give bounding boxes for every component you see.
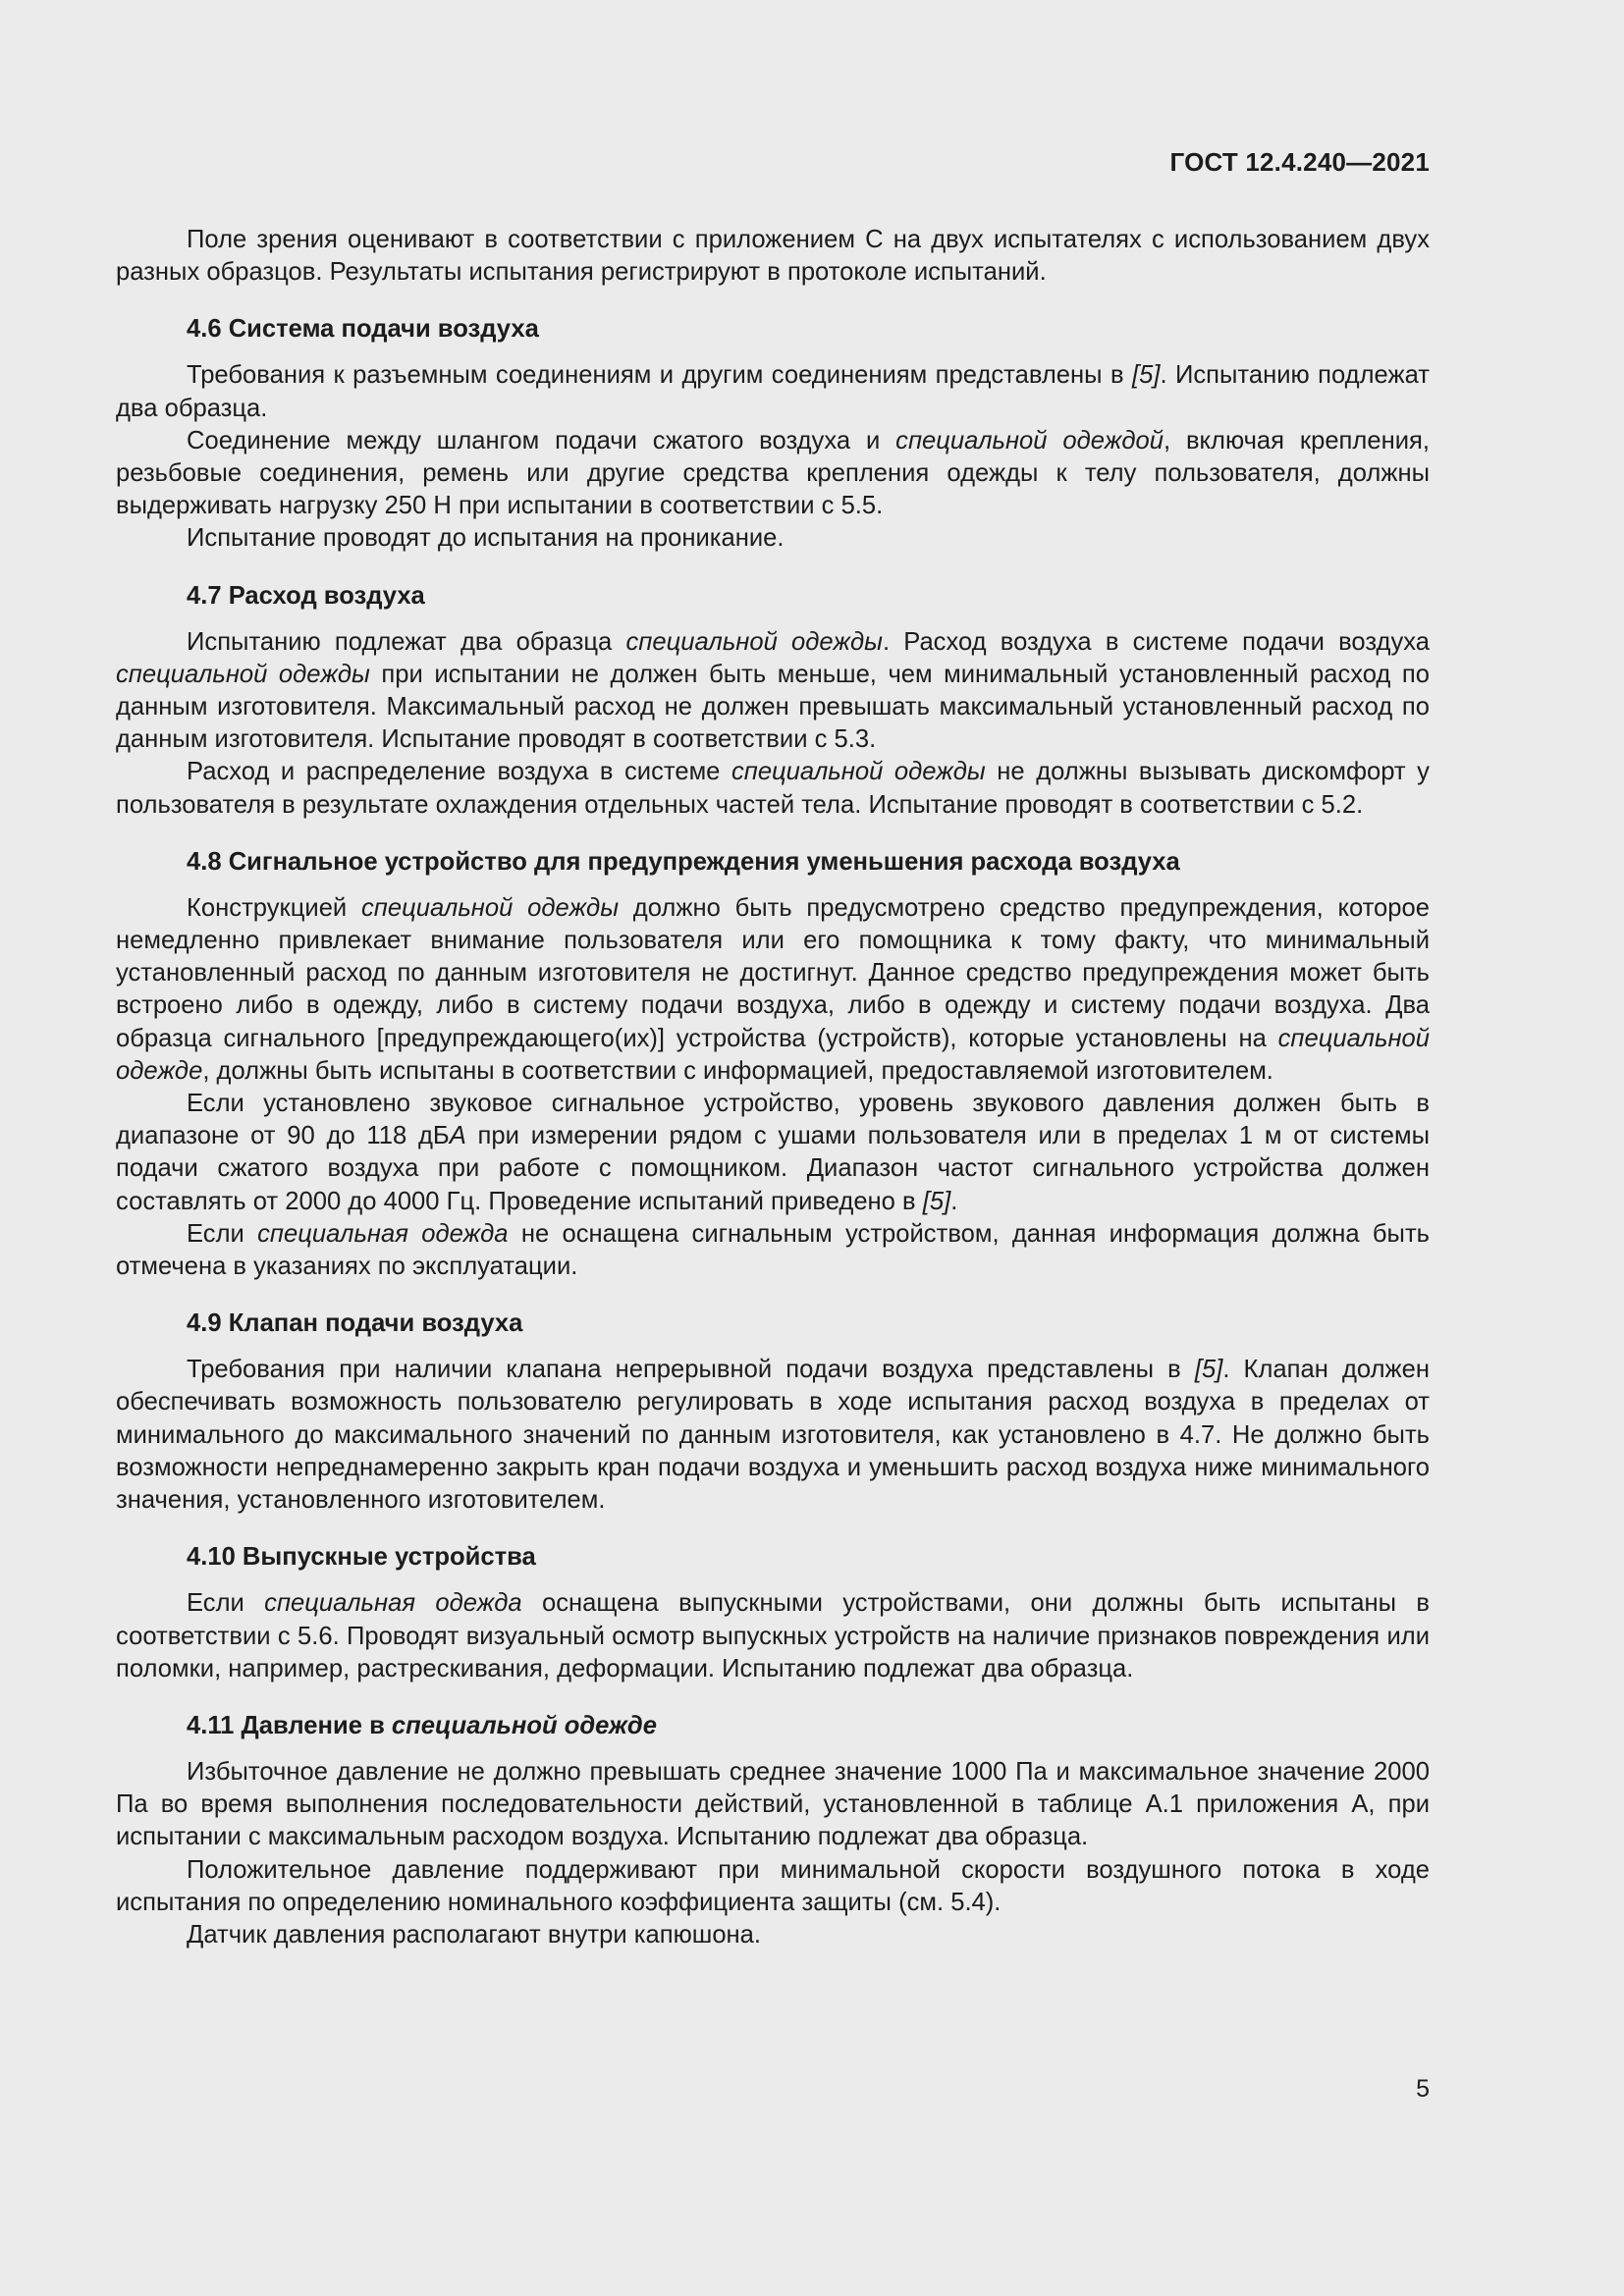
reference-5: [5] — [1194, 1356, 1223, 1384]
intro-paragraph: Поле зрения оценивают в соответствии с приложением С на двух испытателях с использованием двух разных образцов. Результаты испытания регистрируют в протоколе испытаний. — [116, 226, 1430, 287]
section-heading-4-9: 4.9 Клапан подачи воздуха — [187, 1309, 523, 1338]
section-heading-4-7: 4.7 Расход воздуха — [187, 581, 425, 610]
paragraph-4-11-3: Датчик давления располагают внутри капюшона. — [187, 1920, 762, 1949]
paragraph-4-6-2: Соединение между шлангом подачи сжатого воздуха и специальной одеждой, включая крепления, резьбовые соединения, ремень или другие средства крепления одежды к телу пользователя, должны выдерживать нагрузку 250 Н при испытании в соответствии с 5.5. — [116, 426, 1430, 520]
paragraph-4-6-1: Требования к разъемным соединениям и другим соединениям представлены в [5]. Испытанию подлежат два образца. — [116, 361, 1430, 422]
paragraph-4-10-1: Если специальная одежда оснащена выпускными устройствами, они должны быть испытаны в соответствии с 5.6. Проводят визуальный осмотр выпускных устройств на наличие признаков повреждения или поломки, например, растрескивания, деформации. Испытанию подлежат два образца. — [116, 1589, 1430, 1682]
paragraph-4-7-2: Расход и распределение воздуха в системе специальной одежды не должны вызывать дискомфорт у пользователя в результате охлаждения отдельных частей тела. Испытание проводят в соответствии с 5.2. — [116, 758, 1430, 819]
paragraph-4-11-1: Избыточное давление не должно превышать среднее значение 1000 Па и максимальное значение 2000 Па во время выполнения последовательности действий, установленной в таблице А.1 приложения А, при испытании с максимальным расходом воздуха. Испытанию подлежат два образца. — [116, 1757, 1430, 1851]
section-heading-4-6: 4.6 Система подачи воздуха — [187, 315, 539, 344]
page-number: 5 — [1416, 2075, 1430, 2103]
document-number-header: ГОСТ 12.4.240—2021 — [1169, 147, 1430, 177]
paragraph-4-8-3: Если специальная одежда не оснащена сигнальным устройством, данная информация должна быть отмечена в указаниях по эксплуатации. — [116, 1219, 1431, 1281]
section-heading-4-10: 4.10 Выпускные устройства — [187, 1543, 536, 1572]
document-body — [116, 224, 1430, 1951]
paragraph-4-7-1: Испытанию подлежат два образца специальной одежды. Расход воздуха в системе подачи воздуха специальной одежды при испытании не должен быть меньше, чем минимальный установленный расход по данным изготовителя. Максимальный расход не должен превышать максимальный установленный расход по данным изготовителя. Испытание проводят в соответствии с 5.3. — [116, 627, 1430, 754]
paragraph-4-8-2: Если установлено звуковое сигнальное устройство, уровень звукового давления должен быть в диапазоне от 90 до 118 дБА при измерении рядом с ушами пользователя или в пределах 1 м от системы подачи сжатого воздуха при работе с помощником. Диапазон частот сигнального устройства должен составлять от 2000 до 4000 Гц. Проведение испытаний приведено в [5]. — [116, 1090, 1430, 1215]
paragraph-4-6-3: Испытание проводят до испытания на проникание. — [187, 524, 785, 553]
paragraph-4-9-1: Требования при наличии клапана непрерывной подачи воздуха представлены в [5]. Клапан должен обеспечивать возможность пользователю регулировать в ходе испытания расход воздуха в пределах от минимального до максимального значений по данным изготовителя, как установлено в 4.7. Не должно быть возможности непреднамеренно закрыть кран подачи воздуха и уменьшить расход воздуха ниже минимального значения, установленного изготовителем. — [116, 1356, 1430, 1515]
section-heading-4-11: 4.11 Давление в специальной одежде — [187, 1711, 657, 1739]
section-heading-4-8: 4.8 Сигнальное устройство для предупреждения уменьшения расхода воздуха — [187, 847, 1180, 876]
paragraph-4-11-2: Положительное давление поддерживают при минимальной скорости воздушного потока в ходе испытания по определению номинального коэффициента защиты (см. 5.4). — [116, 1855, 1430, 1916]
reference-5: [5] — [1131, 361, 1161, 390]
paragraph-4-8-1: Конструкцией специальной одежды должно быть предусмотрено средство предупреждения, которое немедленно привлекает внимание пользователя или его помощника к тому факту, что минимальный установленный расход по данным изготовителя не достигнут. Данное средство предупреждения может быть встроено либо в одежду, либо в систему подачи воздуха, либо в одежду и систему подачи воздуха. Два образца сигнального [предупреждающего(их)] устройства (устройств), которые установлены на специальной одежде, должны быть испытаны в соответствии с информацией, предоставляемой изготовителем. — [116, 893, 1430, 1085]
reference-5: [5] — [922, 1187, 951, 1215]
